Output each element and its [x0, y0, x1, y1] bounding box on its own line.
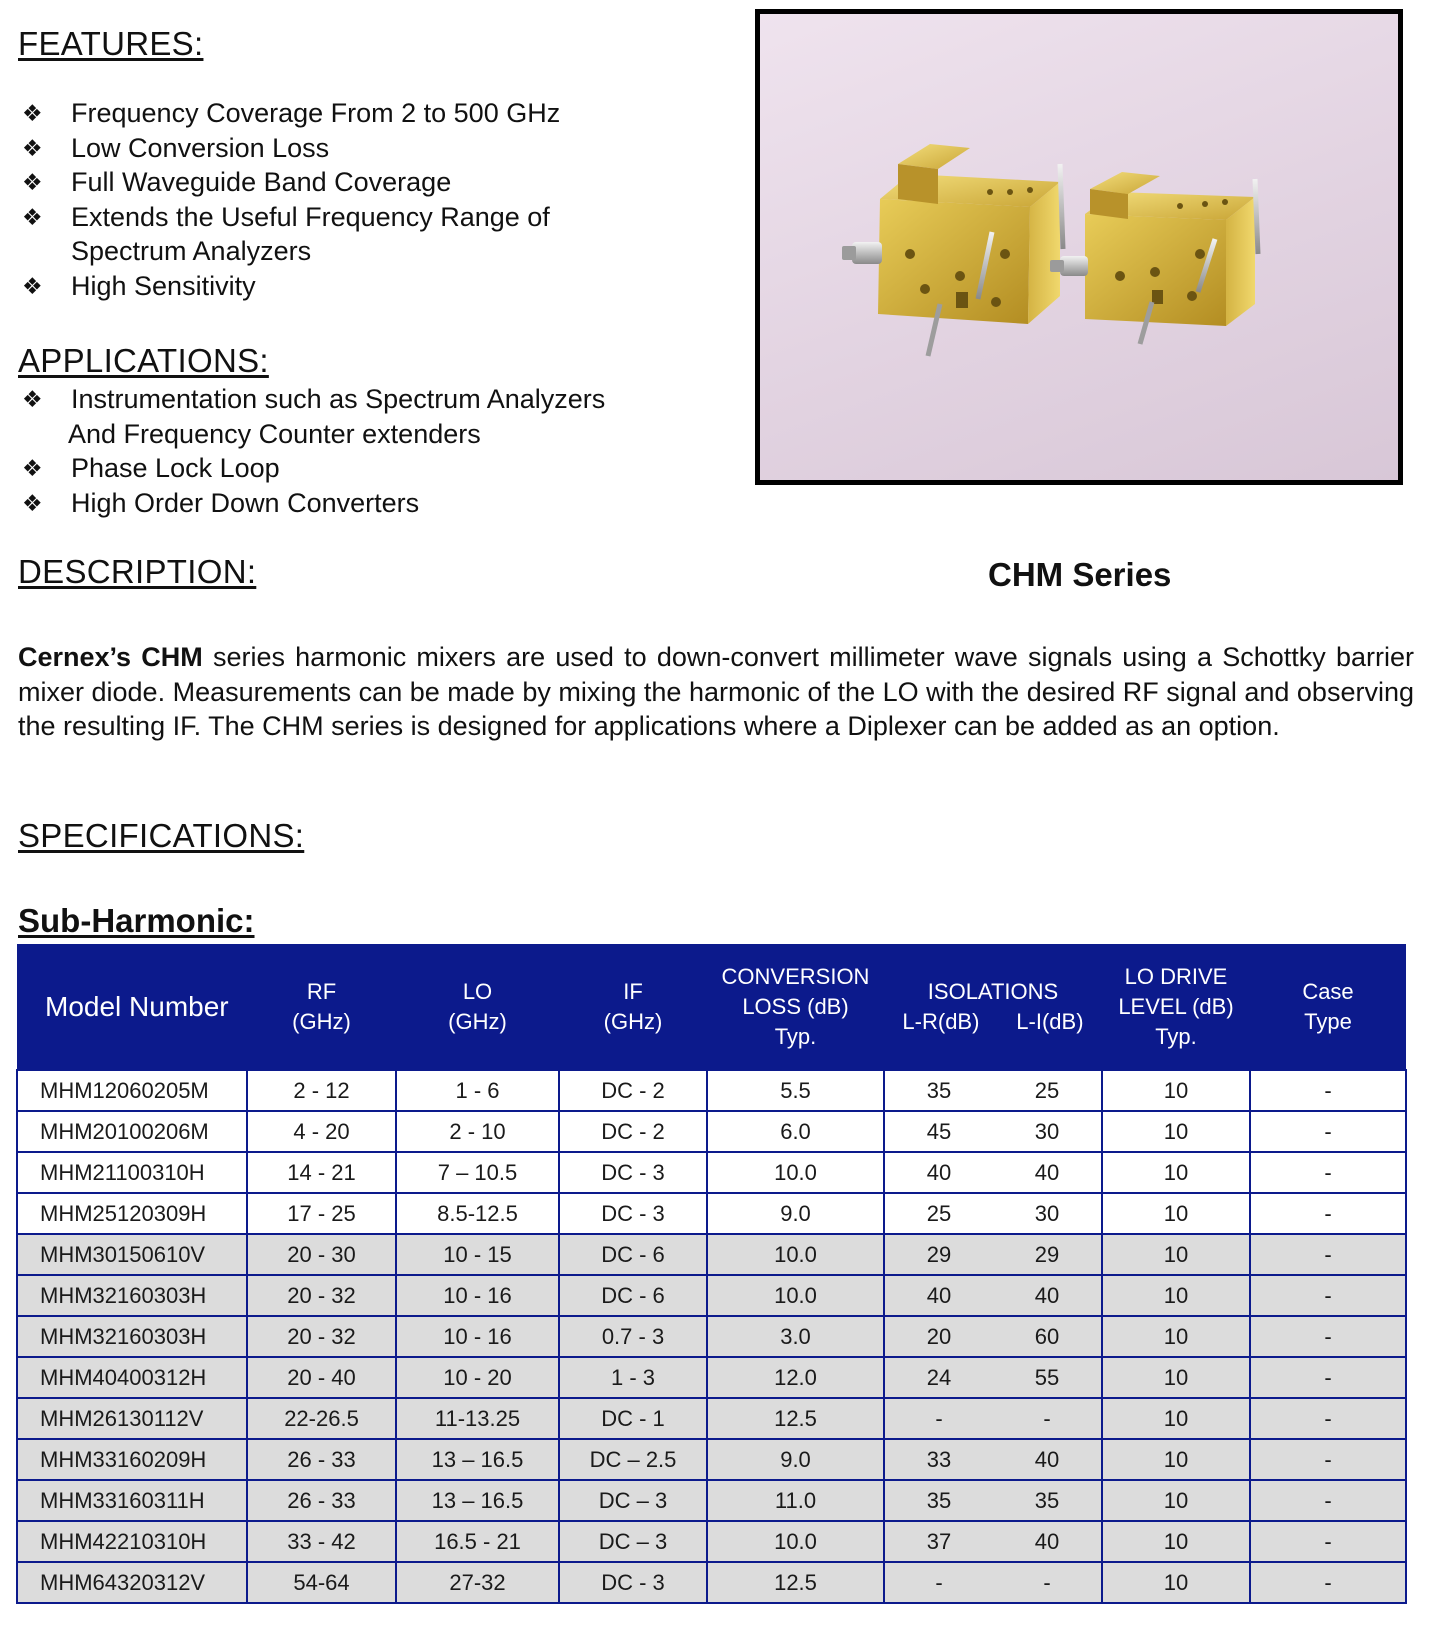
table-cell: 4 - 20: [247, 1111, 396, 1152]
table-cell: 6.0: [707, 1111, 884, 1152]
table-cell: -: [1250, 1398, 1406, 1439]
table-cell: DC - 6: [559, 1234, 707, 1275]
table-cell: DC – 2.5: [559, 1439, 707, 1480]
table-row: [17, 1398, 1406, 1439]
table-row: [17, 1275, 1406, 1316]
table-cell: MHM20100206M: [17, 1111, 247, 1152]
specifications-heading: SPECIFICATIONS:: [18, 817, 305, 854]
list-item: ❖ High Order Down Converters: [18, 486, 605, 521]
table-cell: MHM42210310H: [17, 1521, 247, 1562]
description-heading: DESCRIPTION:: [18, 553, 257, 590]
diamond-bullet-icon: ❖: [22, 169, 43, 195]
table-cell: 20 - 32: [247, 1275, 396, 1316]
table-cell-isolations: [884, 1275, 1102, 1316]
isolation-lr-value: 24: [926, 1364, 952, 1390]
header-rf: RF (GHz): [247, 944, 396, 1070]
isolation-lr-value: 25: [926, 1200, 952, 1226]
isolation-li-value: -: [1043, 1569, 1051, 1595]
table-row: [17, 1521, 1406, 1562]
table-cell: DC – 3: [559, 1480, 707, 1521]
table-cell: DC – 3: [559, 1521, 707, 1562]
table-cell-isolations: [884, 1357, 1102, 1398]
table-cell: 20 - 40: [247, 1357, 396, 1398]
diamond-bullet-icon: ❖: [22, 455, 43, 481]
table-cell: 10.0: [707, 1234, 884, 1275]
table-cell: 9.0: [707, 1439, 884, 1480]
table-cell: 13 – 16.5: [396, 1480, 559, 1521]
table-cell-isolations: [884, 1193, 1102, 1234]
table-row: [17, 1480, 1406, 1521]
table-cell: 12.5: [707, 1562, 884, 1603]
table-row: [17, 1562, 1406, 1603]
applications-list: [18, 382, 605, 520]
table-cell: 10: [1102, 1275, 1250, 1316]
table-cell-isolations: [884, 1070, 1102, 1111]
table-row: [17, 1357, 1406, 1398]
table-cell-isolations: [884, 1562, 1102, 1603]
isolation-li-value: 55: [1034, 1364, 1060, 1390]
product-photo: [755, 9, 1403, 485]
table-cell: 7 – 10.5: [396, 1152, 559, 1193]
table-cell: -: [1250, 1521, 1406, 1562]
specifications-table-body: [17, 1070, 1406, 1603]
table-row: [17, 1316, 1406, 1357]
table-cell: 26 - 33: [247, 1480, 396, 1521]
table-cell: -: [1250, 1562, 1406, 1603]
table-cell: -: [1250, 1152, 1406, 1193]
list-item: ❖ Frequency Coverage From 2 to 500 GHz: [18, 96, 560, 131]
table-cell: 26 - 33: [247, 1439, 396, 1480]
table-cell: -: [1250, 1275, 1406, 1316]
applications-heading: APPLICATIONS:: [18, 342, 269, 379]
isolation-lr-value: 35: [926, 1077, 952, 1103]
list-item: ❖ Instrumentation such as Spectrum Analyzers: [18, 382, 605, 417]
isolation-li-value: 35: [1034, 1487, 1060, 1513]
table-header-row: [17, 944, 1406, 1070]
isolation-lr-value: 37: [926, 1528, 952, 1554]
table-cell: 2 - 10: [396, 1111, 559, 1152]
features-heading: FEATURES:: [18, 25, 204, 62]
table-cell: 10 - 16: [396, 1275, 559, 1316]
table-cell: -: [1250, 1480, 1406, 1521]
isolation-lr-value: -: [935, 1569, 943, 1595]
isolation-li-value: 30: [1034, 1118, 1060, 1144]
isolation-li-value: -: [1043, 1405, 1051, 1431]
table-row: [17, 1234, 1406, 1275]
table-cell: MHM25120309H: [17, 1193, 247, 1234]
header-if: IF (GHz): [559, 944, 707, 1070]
table-cell: MHM32160303H: [17, 1316, 247, 1357]
header-conversion-loss: CONVERSION LOSS (dB) Typ.: [707, 944, 884, 1070]
table-cell: 10: [1102, 1562, 1250, 1603]
list-item: ❖ Extends the Useful Frequency Range of: [18, 200, 560, 235]
table-cell: MHM12060205M: [17, 1070, 247, 1111]
table-cell: 33 - 42: [247, 1521, 396, 1562]
table-cell: 11.0: [707, 1480, 884, 1521]
table-cell-isolations: [884, 1480, 1102, 1521]
isolation-li-value: 40: [1034, 1446, 1060, 1472]
table-cell: MHM33160311H: [17, 1480, 247, 1521]
table-row: [17, 1193, 1406, 1234]
table-cell: 0.7 - 3: [559, 1316, 707, 1357]
table-cell: -: [1250, 1193, 1406, 1234]
table-cell: 12.5: [707, 1398, 884, 1439]
isolation-lr-value: 35: [926, 1487, 952, 1513]
table-cell: 20 - 32: [247, 1316, 396, 1357]
description-paragraph: Cernex’s CHM series harmonic mixers are used to down-convert millimeter wave signals using a Schottky barrier mixer diode. Measurements can be made by mixing the harmonic of the LO with the desired RF signal and observing the resulting IF. The CHM series is designed for applications where a Diplexer can be added as an option.: [18, 642, 1414, 741]
table-cell-isolations: [884, 1152, 1102, 1193]
diamond-bullet-icon: ❖: [22, 100, 43, 126]
table-cell: DC - 6: [559, 1275, 707, 1316]
table-cell: DC - 3: [559, 1152, 707, 1193]
table-cell: -: [1250, 1234, 1406, 1275]
table-cell: DC - 1: [559, 1398, 707, 1439]
table-cell: 11-13.25: [396, 1398, 559, 1439]
table-cell: 5.5: [707, 1070, 884, 1111]
sub-harmonic-heading: Sub-Harmonic:: [18, 902, 255, 939]
table-cell: 10: [1102, 1070, 1250, 1111]
isolation-li-value: 60: [1034, 1323, 1060, 1349]
table-cell: MHM21100310H: [17, 1152, 247, 1193]
table-cell: 10: [1102, 1234, 1250, 1275]
table-cell: 9.0: [707, 1193, 884, 1234]
table-cell: 54-64: [247, 1562, 396, 1603]
isolation-lr-value: 29: [926, 1241, 952, 1267]
table-cell: 27-32: [396, 1562, 559, 1603]
list-item: ❖ Phase Lock Loop: [18, 451, 605, 486]
features-list: [18, 96, 560, 303]
list-item: ❖ High Sensitivity: [18, 269, 560, 304]
header-lo-drive-level: LO DRIVE LEVEL (dB) Typ.: [1102, 944, 1250, 1070]
specifications-table: [16, 944, 1407, 1604]
series-title: CHM Series: [988, 556, 1172, 593]
header-model-number: Model Number: [17, 944, 247, 1070]
isolation-li-value: 29: [1034, 1241, 1060, 1267]
isolation-lr-value: 40: [926, 1282, 952, 1308]
table-row: [17, 1111, 1406, 1152]
table-cell: 10: [1102, 1357, 1250, 1398]
table-row: [17, 1070, 1406, 1111]
isolation-li-value: 30: [1034, 1200, 1060, 1226]
table-cell: 8.5-12.5: [396, 1193, 559, 1234]
table-cell: 1 - 6: [396, 1070, 559, 1111]
table-cell: DC - 3: [559, 1193, 707, 1234]
table-cell: MHM32160303H: [17, 1275, 247, 1316]
table-cell: 13 – 16.5: [396, 1439, 559, 1480]
table-row: [17, 1152, 1406, 1193]
table-cell-isolations: [884, 1521, 1102, 1562]
table-cell: 14 - 21: [247, 1152, 396, 1193]
table-cell: 10: [1102, 1439, 1250, 1480]
table-cell: -: [1250, 1439, 1406, 1480]
table-cell: MHM64320312V: [17, 1562, 247, 1603]
table-cell: -: [1250, 1316, 1406, 1357]
header-isolations: ISOLATIONS L-R(dB) L-I(dB): [884, 944, 1102, 1070]
table-cell: 10: [1102, 1111, 1250, 1152]
table-cell: MHM33160209H: [17, 1439, 247, 1480]
table-cell-isolations: [884, 1439, 1102, 1480]
isolation-li-value: 40: [1034, 1159, 1060, 1185]
isolation-lr-value: 40: [926, 1159, 952, 1185]
isolation-lr-value: 20: [926, 1323, 952, 1349]
table-cell: MHM40400312H: [17, 1357, 247, 1398]
table-cell: MHM30150610V: [17, 1234, 247, 1275]
table-cell: DC - 2: [559, 1111, 707, 1152]
table-cell: -: [1250, 1070, 1406, 1111]
table-cell: 10 - 16: [396, 1316, 559, 1357]
table-cell: -: [1250, 1357, 1406, 1398]
table-cell: DC - 3: [559, 1562, 707, 1603]
table-cell-isolations: [884, 1398, 1102, 1439]
table-cell: 10: [1102, 1193, 1250, 1234]
isolation-li-value: 40: [1034, 1528, 1060, 1554]
isolation-lr-value: 33: [926, 1446, 952, 1472]
diamond-bullet-icon: ❖: [22, 203, 43, 230]
table-cell: 16.5 - 21: [396, 1521, 559, 1562]
table-cell: 17 - 25: [247, 1193, 396, 1234]
table-cell: 10 - 20: [396, 1357, 559, 1398]
harmonic-mixer-image: [760, 14, 1398, 480]
isolation-li-value: 40: [1034, 1282, 1060, 1308]
table-cell: 12.0: [707, 1357, 884, 1398]
table-row: [17, 1439, 1406, 1480]
isolation-lr-value: 45: [926, 1118, 952, 1144]
list-item-continuation: And Frequency Counter extenders: [68, 418, 481, 449]
table-cell: 10 - 15: [396, 1234, 559, 1275]
diamond-bullet-icon: ❖: [22, 386, 43, 412]
isolation-lr-value: -: [935, 1405, 943, 1431]
table-cell: 1 - 3: [559, 1357, 707, 1398]
table-cell: -: [1250, 1111, 1406, 1152]
table-cell: 2 - 12: [247, 1070, 396, 1111]
diamond-bullet-icon: ❖: [22, 272, 43, 299]
brand-lead: Cernex’s CHM: [18, 642, 203, 672]
list-item: ❖ Full Waveguide Band Coverage: [18, 165, 560, 200]
table-cell: 20 - 30: [247, 1234, 396, 1275]
isolation-li-value: 25: [1034, 1077, 1060, 1103]
table-cell: DC - 2: [559, 1070, 707, 1111]
list-item-continuation: Spectrum Analyzers: [71, 236, 312, 266]
table-cell: 10: [1102, 1521, 1250, 1562]
table-cell: 22-26.5: [247, 1398, 396, 1439]
list-item: ❖ Low Conversion Loss: [18, 131, 560, 166]
table-cell-isolations: [884, 1234, 1102, 1275]
diamond-bullet-icon: ❖: [22, 134, 43, 161]
table-cell: 10.0: [707, 1521, 884, 1562]
table-cell: MHM26130112V: [17, 1398, 247, 1439]
table-cell: 10: [1102, 1152, 1250, 1193]
table-cell: 10.0: [707, 1152, 884, 1193]
table-cell: 10: [1102, 1480, 1250, 1521]
table-cell: 10.0: [707, 1275, 884, 1316]
table-cell: 3.0: [707, 1316, 884, 1357]
diamond-bullet-icon: ❖: [22, 489, 43, 516]
table-cell: 10: [1102, 1398, 1250, 1439]
table-cell-isolations: [884, 1316, 1102, 1357]
header-lo: LO (GHz): [396, 944, 559, 1070]
table-cell: 10: [1102, 1316, 1250, 1357]
header-case-type: Case Type: [1250, 944, 1406, 1070]
table-cell-isolations: [884, 1111, 1102, 1152]
